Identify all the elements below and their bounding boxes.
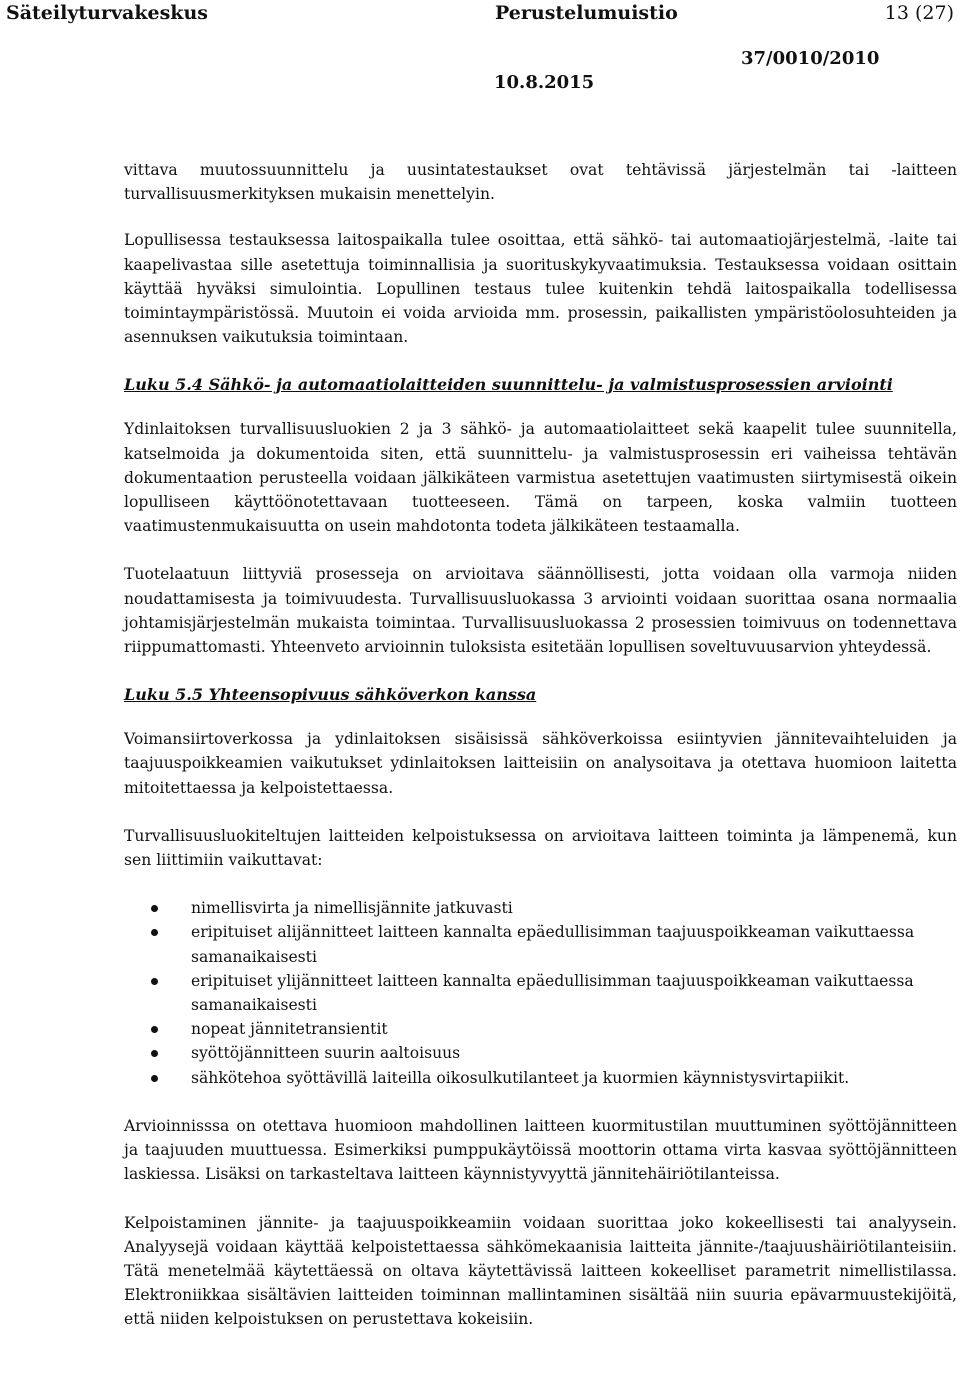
bullet-icon: [151, 929, 158, 936]
paragraph-process-assessment: Tuotelaatuun liittyviä prosesseja on arvioitava säännöllisesti, jotta voidaan olla varmoja niiden noudattamisesta ja toimivuudesta. Turvallisuusluokassa 3 arviointi voidaan suorittaa osana normaalia johtamisjärjestelmän mukaista toimintaa. Turvallisuusluokassa 2 prosessien toimivuus on todennettava riippumattomasti. Yhteenveto arvioinnin tuloksista esitetään lopullisen soveltuvuusarvion yhteydessä.: [124, 565, 957, 657]
header-organization: Säteilyturvakeskus: [6, 2, 208, 24]
list-item-text: eripituiset ylijännitteet laitteen kannalta epäedullisimman taajuuspoikkeaman vaikuttaessa samanaikaisesti: [191, 971, 914, 1015]
list-item: [124, 920, 957, 968]
paragraph-qualification-methods: Kelpoistaminen jännite- ja taajuuspoikkeamiin voidaan suorittaa joko kokeellisesti tai analyysein. Analyysejä voidaan käyttää kelpoistettaessa sähkömekaanisia laitteita jännite-/taajuushäiriötilanteisiin. Tätä menetelmää käytettäessä on oltava käytettävissä laitteen kokeelliset parametrit nimellistilassa. Elektroniikkaa sisältävien laitteiden toiminnan mallintaminen sisältää niin suuria epävarmuustekijöitä, että niiden kelpoistuksen on perustettava kokeisiin.: [124, 1213, 957, 1329]
bullet-icon: [151, 1075, 158, 1082]
paragraph-design-review: Ydinlaitoksen turvallisuusluokien 2 ja 3 sähkö- ja automaatiolaitteet sekä kaapelit tulee suunnitella, katselmoida ja dokumentoida siten, että suunnittelu- ja valmistusprosessin eri vaiheissa tehtävän dokumentaation perusteella voidaan jälkikäteen varmistua asetettujen vaatimusten siirtymisestä oikein lopulliseen käyttöönotettavaan tuotteeseen. Tämä on tarpeen, koska valmiin tuotteen vaatimustenmukaisuutta on usein mahdotonta todeta jälkikäteen testaamalla.: [124, 420, 957, 536]
bullet-icon: [151, 905, 158, 912]
paragraph-continuation: vittava muutossuunnittelu ja uusintatestaukset ovat tehtävissä järjestelmän tai -laitteen turvallisuusmerkityksen mukaisin menettelyin.: [124, 161, 957, 204]
list-item-text: nopeat jännitetransientit: [191, 1020, 388, 1039]
paragraph-qualification-intro: Turvallisuusluokiteltujen laitteiden kelpoistuksessa on arvioitava laitteen toiminta ja lämpenemä, kun sen liittimiin vaikuttavat:: [124, 826, 957, 870]
paragraph-final-testing: Lopullisessa testauksessa laitospaikalla tulee osoittaa, että sähkö- tai automaatiojärjestelmä, -laite tai kaapelivastaa sille asetettuja toiminnallisia ja suorituskykyvaatimuksia. Testauksessa voidaan osittain käyttää hyväksi simulointia. Lopullinen testaus tulee kuitenkin tehdä laitospaikalla todellisessa toimintaympäristössä. Muutoin ei voida arvioida mm. prosessin, paikallisten ympäristöolosuhteiden ja asennuksen vaikutuksia toimintaan.: [124, 231, 957, 347]
header-date: 10.8.2015: [494, 72, 595, 93]
header-page-number: 13 (27): [884, 2, 954, 24]
list-item: [124, 1066, 957, 1090]
list-item: [124, 1041, 957, 1065]
bullet-icon: [151, 1026, 158, 1033]
header-document-type: Perustelumuistio: [495, 2, 678, 24]
section-heading-5-5: Luku 5.5 Yhteensopivuus sähköverkon kanssa: [124, 685, 537, 705]
conditions-list: [124, 896, 957, 1090]
paragraph-load-changes: Arvioinnisssa on otettava huomioon mahdollinen laitteen kuormitustilan muuttuminen syöttöjännitteen ja taajuuden muuttuessa. Esimerkiksi pumppukäytöissä moottorin ottama virta kasvaa syöttöjännitteen laskiessa. Lisäksi on tarkasteltava laitteen käynnistyvyyttä jännitehäiriötilanteissa.: [124, 1116, 957, 1184]
list-item: [124, 896, 957, 920]
section-heading-5-4: Luku 5.4 Sähkö- ja automaatiolaitteiden suunnittelu- ja valmistusprosessien arviointi: [124, 375, 893, 395]
document-body: [124, 158, 957, 1356]
list-item-text: syöttöjännitteen suurin aaltoisuus: [191, 1044, 461, 1063]
bullet-icon: [151, 1050, 158, 1057]
list-item: [124, 1017, 957, 1041]
list-item-text: sähkötehoa syöttävillä laiteilla oikosulkutilanteet ja kuormien käynnistysvirtapiikit.: [191, 1068, 850, 1087]
list-item: [124, 969, 957, 1017]
list-item-text: eripituiset alijännitteet laitteen kannalta epäedullisimman taajuuspoikkeaman vaikuttaessa samanaikaisesti: [191, 923, 915, 966]
header-reference-number: 37/0010/2010: [741, 48, 880, 69]
paragraph-grid-variations: Voimansiirtoverkossa ja ydinlaitoksen sisäisissä sähköverkoissa esiintyvien jännitevaihteluiden ja taajuuspoikkeamien vaikutukset ydinlaitoksen laitteisiin on analysoitava ja otettava huomioon laitetta mitoitettaessa ja kelpoistettaessa.: [124, 730, 957, 797]
bullet-icon: [151, 978, 158, 985]
list-item-text: nimellisvirta ja nimellisjännite jatkuvasti: [191, 899, 513, 918]
page-header: [0, 0, 960, 28]
